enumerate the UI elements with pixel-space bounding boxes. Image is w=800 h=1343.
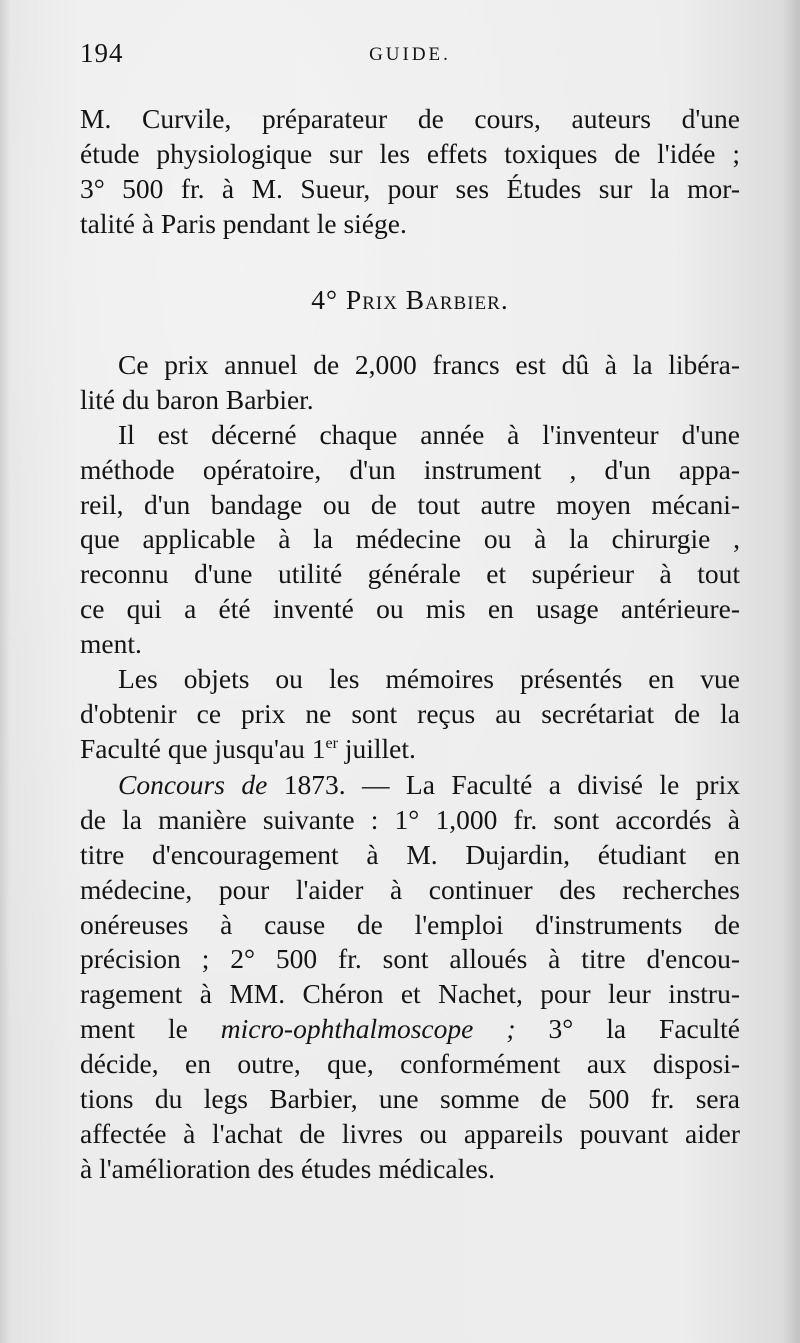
page-right-edge-shadow [782,0,800,1343]
paragraph-concours-1873 [80,768,740,1187]
text-line: tions du legs Barbier, une somme de 500 fr. sera [80,1083,740,1115]
text-line: étude physiologique sur les effets toxiques de l'idée ; [80,137,740,169]
text-line: décide, en outre, que, conformément aux disposi- [80,1048,740,1080]
paragraph-curvile-sueur [80,102,740,242]
text-line: onéreuses à cause de l'emploi d'instruments de [80,908,740,940]
text-line: talité à Paris pendant le siége. [80,207,407,239]
italic-fragment: Concours de [118,769,268,800]
text-line: précision ; 2° 500 fr. sont alloués à titre d'encou- [80,943,740,975]
text-fragment: 1873. — La Faculté a divisé le prix [267,769,740,800]
text-line: Ce prix annuel de 2,000 francs est dû à la libéra- [118,349,740,380]
page-left-edge-shadow [0,0,10,1343]
text-line: à l'amélioration des études médicales. [80,1152,496,1184]
text-fragment: ment le [80,1013,221,1045]
text-line [80,768,740,803]
text-line [80,732,740,767]
text-line: ce qui a été inventé ou mis en usage antérieure- [80,593,740,625]
text-line: que applicable à la médecine ou à la chirurgie , [80,523,740,555]
section-heading-prix-barbier [80,283,740,318]
text-line: Les objets ou les mémoires présentés en vue [118,663,740,695]
paragraphs-prix-description [80,348,740,767]
page-number: 194 [80,38,124,68]
text-line: médecine, pour l'aider à continuer des recherches [80,873,740,905]
text-line: de la manière suivante : 1° 1,000 fr. sont accordés à [80,803,740,835]
text-line: reconnu d'une utilité générale et supérieur à tout [80,558,740,590]
text-fragment: 3° la Faculté [515,1013,740,1045]
italic-fragment: micro-ophthalmoscope ; [220,1013,516,1045]
text-line: affectée à l'achat de livres ou appareils pouvant aider [80,1117,740,1149]
text-line: lité du baron Barbier. [80,383,314,415]
superscript: er [325,734,338,752]
section-heading: 4° Prix Barbier. [311,284,509,315]
text-line: M. Curvile, préparateur de cours, auteurs d'une [80,103,740,134]
page-header [80,38,740,78]
text-line: 3° 500 fr. à M. Sueur, pour ses Études sur la mor- [80,172,740,204]
running-head: GUIDE. [369,44,451,65]
text-line: d'obtenir ce prix ne sont reçus au secrétariat de la [80,697,740,729]
text-fragment: Faculté que jusqu'au 1 [80,732,326,764]
text-line: reil, d'un bandage ou de tout autre moyen mécani- [80,488,740,520]
text-line: titre d'encouragement à M. Dujardin, étudiant en [80,838,740,870]
text-line: ragement à MM. Chéron et Nachet, pour leur instru- [80,978,740,1010]
text-line: Il est décerné chaque année à l'inventeur d'une [118,418,740,450]
text-line [80,1012,740,1047]
text-fragment: juillet. [337,732,416,764]
text-line: ment. [80,628,142,660]
text-line: méthode opératoire, d'un instrument , d'un appa- [80,453,740,485]
